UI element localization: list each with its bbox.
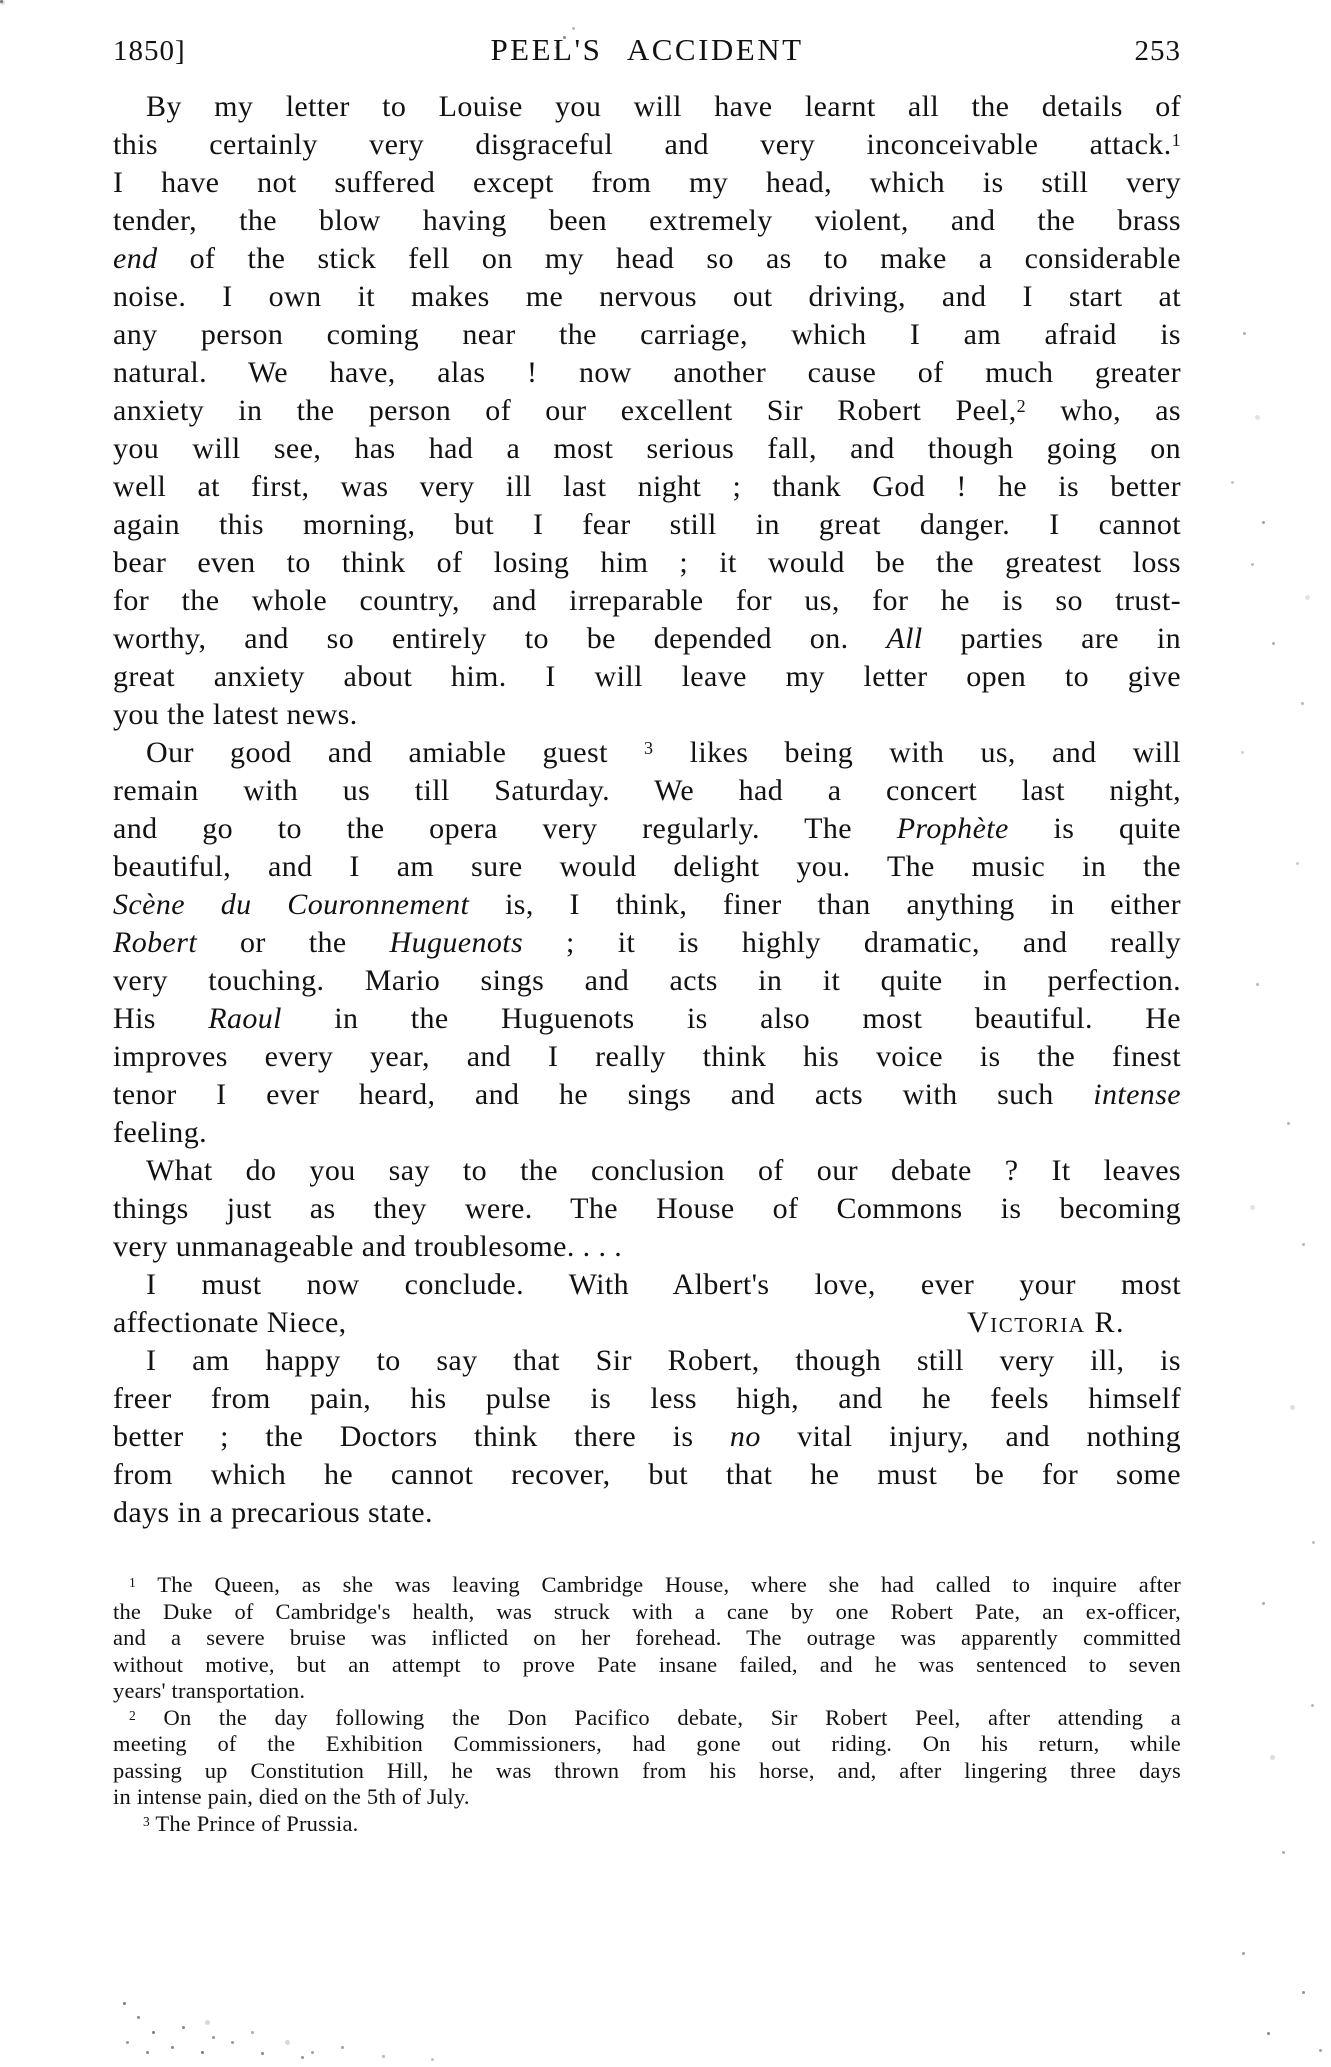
text-line: years' transportation. bbox=[113, 1678, 306, 1703]
signature-closing: affectionate Niece, bbox=[113, 1306, 347, 1339]
text-line: bear even to think of losing him ; it would be the greatest loss bbox=[113, 546, 1181, 579]
page-number: 253 bbox=[1134, 35, 1181, 67]
text-line: passing up Constitution Hill, he was thrown from his horse, and, after lingering three days bbox=[113, 1757, 1181, 1783]
text-line: His Raoul in the Huguenots is also most beautiful. He bbox=[113, 1002, 1181, 1035]
text-line: worthy, and so entirely to be depended on. All parties are in bbox=[113, 622, 1181, 655]
text-line: meeting of the Exhibition Commissioners, had gone out riding. On his return, while bbox=[113, 1731, 1181, 1756]
text-line: very touching. Mario sings and acts in it quite in perfection. bbox=[113, 964, 1181, 997]
page-title: PEEL'S ACCIDENT bbox=[490, 32, 804, 67]
letter-paragraphs bbox=[113, 88, 1181, 1304]
text-line: very unmanageable and troublesome. . . . bbox=[113, 1230, 623, 1263]
text-line: this certainly very disgraceful and very inconceivable attack.$^1$ bbox=[113, 128, 1181, 161]
text-line: beautiful, and I am sure would delight you. The music in the bbox=[113, 850, 1181, 883]
text-line: $^3$ The Prince of Prussia. bbox=[143, 1810, 359, 1836]
text-line: well at first, was very ill last night ; thank God ! he is better bbox=[113, 470, 1181, 503]
letter-paragraph bbox=[113, 734, 1181, 1152]
text-line: freer from pain, his pulse is less high, and he feels himself bbox=[113, 1382, 1181, 1415]
footnotes-section bbox=[113, 1572, 1181, 1837]
page-header bbox=[113, 32, 1181, 68]
text-line: any person coming near the carriage, which I am afraid is bbox=[113, 318, 1181, 351]
text-line: $^2$ On the day following the Don Pacifico debate, Sir Robert Peel, after attending a bbox=[129, 1704, 1181, 1730]
text-line: the Duke of Cambridge's health, was struck with a cane by one Robert Pate, an ex-officer, bbox=[113, 1598, 1181, 1624]
text-line: things just as they were. The House of Commons is becoming bbox=[113, 1192, 1181, 1225]
text-line: great anxiety about him. I will leave my letter open to give bbox=[113, 660, 1181, 693]
text-line: and a severe bruise was inflicted on her forehead. The outrage was apparently committed bbox=[113, 1625, 1181, 1650]
text-line: I have not suffered except from my head, which is still very bbox=[113, 166, 1181, 199]
footnote bbox=[113, 1811, 1181, 1838]
letter-paragraph bbox=[113, 88, 1181, 734]
text-line: I must now conclude. With Albert's love, ever your most bbox=[146, 1268, 1181, 1301]
text-line: in intense pain, died on the 5th of July. bbox=[113, 1784, 470, 1809]
text-line: remain with us till Saturday. We had a concert last night, bbox=[113, 774, 1181, 807]
text-line: without motive, but an attempt to prove Pate insane failed, and he was sentenced to seven bbox=[113, 1651, 1181, 1677]
text-line: and go to the opera very regularly. The Prophète is quite bbox=[113, 812, 1181, 845]
text-line: tender, the blow having been extremely violent, and the brass bbox=[113, 204, 1181, 237]
footnote bbox=[113, 1572, 1181, 1705]
signature-name: Victoria R. bbox=[967, 1306, 1125, 1339]
header-year: 1850] bbox=[113, 35, 186, 67]
postscript-paragraph bbox=[113, 1342, 1181, 1532]
text-line: better ; the Doctors think there is no vital injury, and nothing bbox=[113, 1420, 1182, 1453]
text-line: end of the stick fell on my head so as to make a considerable bbox=[113, 242, 1181, 275]
text-line: days in a precarious state. bbox=[113, 1496, 433, 1529]
letter-paragraph bbox=[113, 1266, 1181, 1304]
text-line: feeling. bbox=[113, 1116, 207, 1149]
letter-body bbox=[113, 88, 1181, 1837]
text-line: natural. We have, alas ! now another cause of much greater bbox=[113, 356, 1181, 389]
letter-paragraph bbox=[113, 1152, 1181, 1266]
text-line: again this morning, but I fear still in great danger. I cannot bbox=[113, 508, 1181, 541]
scan-noise bbox=[0, 0, 2, 2]
text-line: Robert or the Huguenots ; it is highly dramatic, and really bbox=[113, 926, 1181, 959]
text-line: you will see, has had a most serious fall, and though going on bbox=[113, 432, 1181, 465]
text-line: noise. I own it makes me nervous out driving, and I start at bbox=[113, 280, 1181, 313]
text-line: anxiety in the person of our excellent Sir Robert Peel,$^2$ who, as bbox=[113, 394, 1182, 427]
text-line: $^1$ The Queen, as she was leaving Cambridge House, where she had called to inquire after bbox=[129, 1572, 1181, 1597]
text-line: Our good and amiable guest $^3$ likes being with us, and will bbox=[146, 736, 1181, 769]
text-line: Scène du Couronnement is, I think, finer than anything in either bbox=[113, 888, 1181, 921]
text-line: you the latest news. bbox=[113, 698, 358, 731]
text-line: improves every year, and I really think his voice is the finest bbox=[113, 1040, 1181, 1073]
text-line: from which he cannot recover, but that he must be for some bbox=[113, 1458, 1181, 1491]
signature-row bbox=[113, 1304, 1181, 1342]
text-line: tenor I ever heard, and he sings and acts with such intense bbox=[113, 1078, 1181, 1111]
footnote bbox=[113, 1705, 1181, 1811]
text-line: What do you say to the conclusion of our debate ? It leaves bbox=[146, 1154, 1181, 1187]
text-line: for the whole country, and irreparable for us, for he is so trust- bbox=[113, 584, 1181, 617]
text-line: By my letter to Louise you will have learnt all the details of bbox=[146, 90, 1181, 123]
text-line: I am happy to say that Sir Robert, though still very ill, is bbox=[146, 1344, 1181, 1377]
